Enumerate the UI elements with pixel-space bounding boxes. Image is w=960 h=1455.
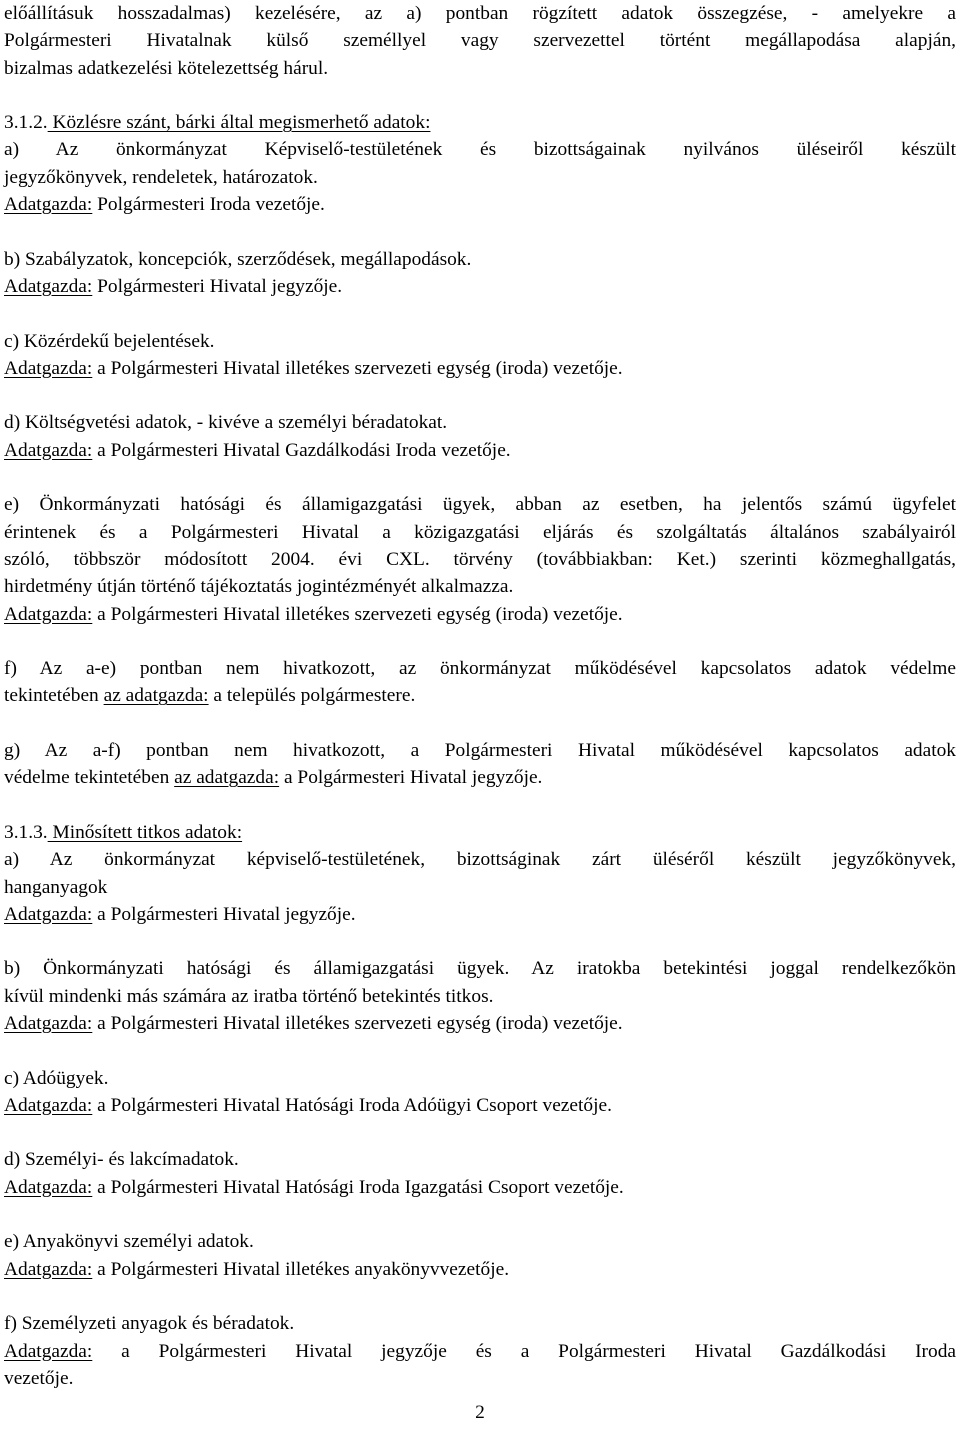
item-e-line-1: e) Önkormányzati hatósági és államigazgatási ügyek, abban az esetben, ha jelentős számú ügyfelet <box>4 494 956 516</box>
text: védelme tekintetében <box>4 767 175 789</box>
item-f-line-1: f) Személyzeti anyagok és béradatok. <box>4 1313 295 1335</box>
owner-text: a Polgármesteri Hivatal illetékes szervezeti egység (iroda) vezetője. <box>92 603 623 625</box>
owner-text: a Polgármesteri Hivatal jegyzője. <box>92 903 356 925</box>
owner-text: a Polgármesteri Hivatal Hatósági Iroda Adóügyi Csoport vezetője. <box>92 1094 612 1116</box>
item-b-line-2: kívül mindenki más számára az iratba történő betekintés titkos. <box>4 985 494 1007</box>
intro-line-3: bizalmas adatkezelési kötelezettség hárul. <box>4 57 329 79</box>
page-number: 2 <box>475 1402 485 1423</box>
item-d-owner <box>4 1174 956 1201</box>
item-f-line-2 <box>4 682 956 709</box>
owner-label: Adatgazda: <box>4 1176 93 1198</box>
owner-label: Adatgazda: <box>4 1340 93 1362</box>
item-e-line-2: érintenek és a Polgármesteri Hivatal a közigazgatási eljárás és szolgáltatás általános szabályairól <box>4 521 956 543</box>
section-heading-3-1-2 <box>4 109 956 136</box>
item-a-owner <box>4 901 956 928</box>
owner-label: Adatgazda: <box>4 1094 93 1116</box>
item-d-owner <box>4 437 956 464</box>
owner-text: a Polgármesteri Hivatal illetékes szervezeti egység (iroda) vezetője. <box>92 1012 623 1034</box>
owner-label: az adatgazda: <box>103 685 209 707</box>
section-number: 3.1.3. <box>4 821 48 843</box>
section-title: Közlésre szánt, bárki által megismerhető adatok: <box>47 112 431 134</box>
item-a-owner <box>4 191 956 218</box>
text: a település polgármestere. <box>208 685 416 707</box>
item-d-line-1: d) Költségvetési adatok, - kivéve a személyi béradatokat. <box>4 412 448 434</box>
item-f-owner-line-2: vezetője. <box>4 1367 74 1389</box>
item-b-line-1: b) Szabályzatok, koncepciók, szerződések, megállapodások. <box>4 248 472 270</box>
owner-label: az adatgazda: <box>174 767 280 789</box>
section-title: Minősített titkos adatok: <box>47 821 243 843</box>
item-g-line-1: g) Az a-f) pontban nem hivatkozott, a Polgármesteri Hivatal működésével kapcsolatos adatok <box>4 740 956 762</box>
item-b-owner <box>4 273 956 300</box>
owner-text: Polgármesteri Hivatal jegyzője. <box>92 275 343 297</box>
item-b-owner <box>4 1010 956 1037</box>
owner-text: a Polgármesteri Hivatal illetékes szervezeti egység (iroda) vezetője. <box>92 357 623 379</box>
owner-label: Adatgazda: <box>4 194 93 216</box>
item-a-line-2: jegyzőkönyvek, rendeletek, határozatok. <box>4 166 318 188</box>
section-heading-3-1-3 <box>4 819 956 846</box>
item-f-owner <box>4 1338 956 1365</box>
owner-text: a Polgármesteri Hivatal Hatósági Iroda Igazgatási Csoport vezetője. <box>92 1176 624 1198</box>
intro-line-1: előállításuk hosszadalmas) kezelésére, az a) pontban rögzített adatok összegzése, - amelyekre a <box>4 3 956 24</box>
item-a-line-1: a) Az önkormányzat Képviselő-testületének és bizottságainak nyilvános üléseiről készült <box>4 139 956 161</box>
owner-text: Polgármesteri Iroda vezetője. <box>92 194 325 216</box>
text: tekintetében <box>4 685 104 707</box>
item-a-line-1: a) Az önkormányzat képviselő-testületének, bizottságinak zárt üléséről készült jegyzőkönyvek, <box>4 849 956 871</box>
item-c-line-1: c) Adóügyek. <box>4 1067 109 1089</box>
item-e-owner <box>4 1256 956 1283</box>
item-e-owner <box>4 601 956 628</box>
item-a-line-2: hanganyagok <box>4 876 108 898</box>
item-c-owner <box>4 1092 956 1119</box>
owner-text: a Polgármesteri Hivatal Gazdálkodási Iroda vezetője. <box>92 439 511 461</box>
owner-label: Adatgazda: <box>4 603 93 625</box>
item-c-owner <box>4 355 956 382</box>
item-g-line-2 <box>4 764 956 791</box>
owner-label: Adatgazda: <box>4 439 93 461</box>
owner-text: a Polgármesteri Hivatal illetékes anyakönyvvezetője. <box>92 1258 510 1280</box>
item-e-line-4: hirdetmény útján történő tájékoztatás jogintézményét alkalmazza. <box>4 576 514 598</box>
owner-label: Adatgazda: <box>4 1012 93 1034</box>
text: a Polgármesteri Hivatal jegyzője. <box>279 767 543 789</box>
item-e-line-1: e) Anyakönyvi személyi adatok. <box>4 1231 254 1253</box>
owner-label: Adatgazda: <box>4 903 93 925</box>
item-d-line-1: d) Személyi- és lakcímadatok. <box>4 1149 239 1171</box>
item-b-line-1: b) Önkormányzati hatósági és államigazgatási ügyek. Az iratokba betekintési joggal rendelkezőkön <box>4 958 956 980</box>
owner-text: a Polgármesteri Hivatal jegyzője és a Polgármesteri Hivatal Gazdálkodási Iroda <box>92 1340 956 1362</box>
item-c-line-1: c) Közérdekű bejelentések. <box>4 330 215 352</box>
owner-label: Adatgazda: <box>4 275 93 297</box>
section-number: 3.1.2. <box>4 112 48 134</box>
item-e-line-3: szóló, többször módosított 2004. évi CXL. törvény (továbbiakban: Ket.) szerinti közmeghallgatás, <box>4 548 956 570</box>
owner-label: Adatgazda: <box>4 1258 93 1280</box>
document-page <box>4 0 956 1392</box>
intro-line-2: Polgármesteri Hivatalnak külső személlyel vagy szervezettel történt megállapodása alapján, <box>4 30 956 52</box>
item-f-line-1: f) Az a-e) pontban nem hivatkozott, az önkormányzat működésével kapcsolatos adatok védelme <box>4 658 956 680</box>
owner-label: Adatgazda: <box>4 357 93 379</box>
